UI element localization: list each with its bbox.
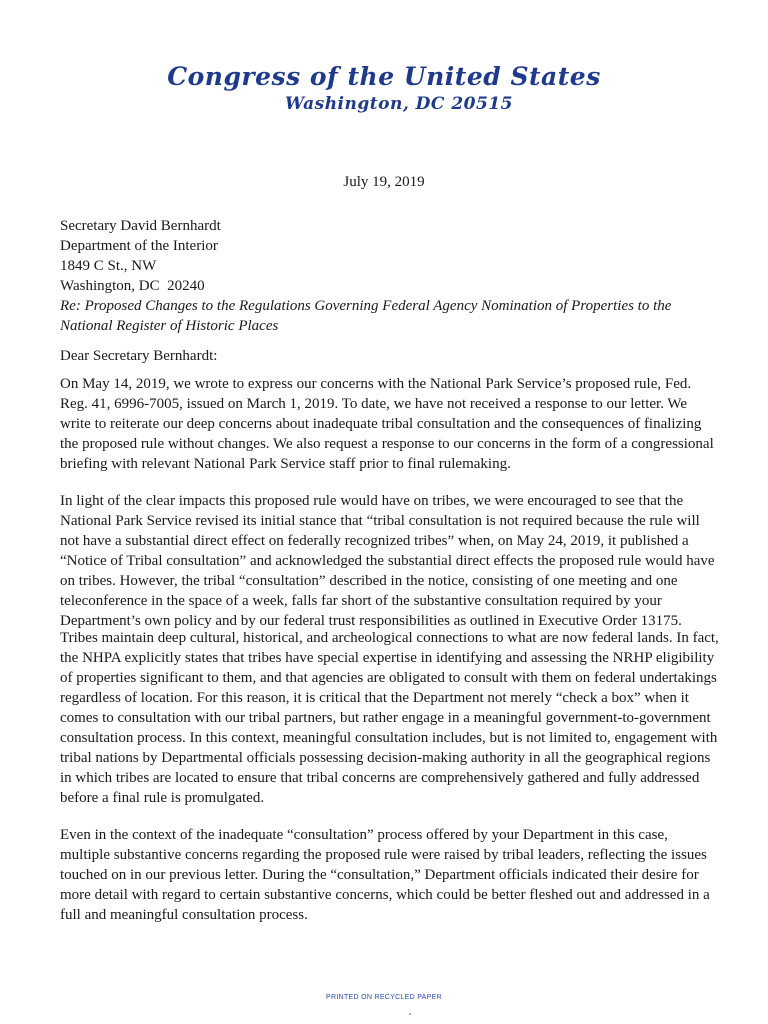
body-paragraph: In light of the clear impacts this proposed rule would have on tribes, we were encouraged to see that the National Park Service revised its initial stance that “tribal consultation is not required because the rule will not have a substantial direct effect on federally recognized tribes” when, on May 24, 2019, it published a “Notice of Tribal consultation” and acknowledged the substantial direct effects the proposed rule would have on tribes. However, the tribal “consultation” described in the notice, consisting of one meeting and one teleconference in the space of a week, falls far short of the substantive consultation required by your Department’s own policy and by our federal trust responsibilities as outlined in Executive Order 13175. (60, 493, 715, 629)
recipient-street: 1849 C St., NW (60, 258, 157, 274)
recipient-name: Secretary David Bernhardt (60, 218, 221, 234)
letterhead (0, 62, 768, 116)
letterhead-subtitle: Washington, DC 20515 (285, 94, 513, 114)
letter-date: July 19, 2019 (343, 174, 425, 190)
body-paragraph: On May 14, 2019, we wrote to express our concerns with the National Park Service’s proposed rule, Fed. Reg. 41, 6996-7005, issued on March 1, 2019. To date, we have not received a response to our letter. We write to reiterate our deep concerns about inadequate tribal consultation and the consequences of finalizing the proposed rule without changes. We also request a response to our concerns in the form of a congressional briefing with relevant National Park Service staff prior to final rulemaking. (60, 376, 714, 472)
subject-line: Re: Proposed Changes to the Regulations Governing Federal Agency Nomination of Properties to the National Register of Historic Places (60, 298, 672, 334)
body-paragraph: Tribes maintain deep cultural, historical, and archeological connections to what are now federal lands. In fact, the NHPA explicitly states that tribes have special expertise in identifying and assessing the NRHP eligibility of properties significant to them, and that agencies are obligated to consult with them on federal undertakings regardless of location. For this reason, it is critical that the Department not merely “check a box” when it comes to consultation with our tribal partners, but rather engage in a meaningful government-to-government consultation process. In this context, meaningful consultation includes, but is not limited to, engagement with tribal nations by Departmental officials possessing decision-making authority in all the geographical regions in which tribes are located to ensure that tribal concerns are comprehensively gathered and fully addressed before a final rule is promulgated. (60, 630, 719, 806)
recipient-city: Washington, DC 20240 (60, 278, 205, 294)
scan-speck (409, 1013, 411, 1015)
salutation: Dear Secretary Bernhardt: (60, 348, 218, 364)
body-paragraph: Even in the context of the inadequate “consultation” process offered by your Department in this case, multiple substantive concerns regarding the proposed rule were raised by tribal leaders, reflecting the issues touched on in our previous letter. During the “consultation,” Department officials indicated their desire for more detail with regard to certain substantive concerns, which could be better fleshed out and addressed in a full and meaningful consultation process. (60, 827, 710, 923)
letterhead-title: Congress of the United States (167, 62, 601, 91)
recipient-department: Department of the Interior (60, 238, 218, 254)
recycled-paper-footer: PRINTED ON RECYCLED PAPER (326, 994, 442, 1001)
recipient-address (60, 216, 720, 296)
